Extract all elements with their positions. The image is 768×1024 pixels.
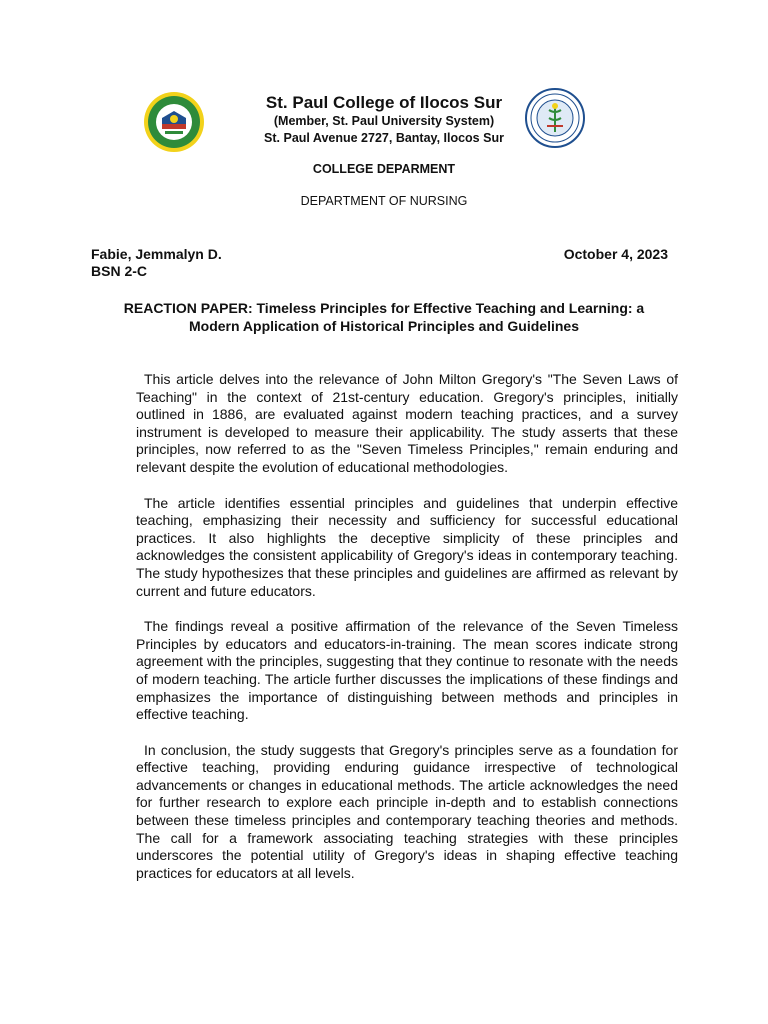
nursing-department: DEPARTMENT OF NURSING xyxy=(300,194,468,208)
paragraph: This article delves into the relevance of John Milton Gregory's "The Seven Laws of Teaching" in the context of 21st-century education. Gregory's principles, initially outlined in 1886, are evaluated against modern teaching practices, and a survey instrument is developed to measure their applicability. The study asserts that these principles, now referred to as the "Seven Timeless Principles," remain enduring and relevant despite the evolution of educational methodologies. xyxy=(136,371,678,475)
paragraph: The findings reveal a positive affirmation of the relevance of the Seven Timeless Principles by educators and educators-in-training. The mean scores indicate strong agreement with the principles, suggesting that they continue to resonate with the needs of modern teaching. The article further discusses the implications of these findings and emphasizes the importance of distinguishing between methods and principles in effective teaching. xyxy=(136,618,678,723)
college-seal-logo xyxy=(143,91,205,153)
student-name: Fabie, Jemmalyn D. xyxy=(91,246,222,262)
paper-body xyxy=(136,371,678,900)
school-address: St. Paul Avenue 2727, Bantay, Ilocos Sur xyxy=(264,131,504,145)
school-membership: (Member, St. Paul University System) xyxy=(273,114,495,128)
paper-title xyxy=(95,299,673,335)
school-header xyxy=(234,92,534,147)
title-line-2: Modern Application of Historical Principles and Guidelines xyxy=(189,318,579,334)
student-info xyxy=(91,246,222,280)
college-department: COLLEGE DEPARMENT xyxy=(312,162,456,176)
student-section: BSN 2-C xyxy=(91,263,148,279)
nursing-seal-logo xyxy=(525,88,585,148)
paragraph: The article identifies essential principles and guidelines that underpin effective teaching, emphasizing their necessity and sufficiency for successful educational practices. It also highlights the deceptive simplicity of these principles and acknowledges the consistent applicability of Gregory's ideas in contemporary teaching. The study hypothesizes that these principles and guidelines are affirmed as relevant by current and future educators. xyxy=(136,494,678,599)
paragraph: In conclusion, the study suggests that Gregory's principles serve as a foundation for effective teaching, providing enduring guidance irrespective of technological advancements or changes in educational methods. The article acknowledges the need for further research to explore each principle in-depth and to establish connections between these timeless principles and contemporary teaching theories and methods. The call for a framework associating teaching strategies with these principles underscores the potential utility of Gregory's ideas in shaping effective teaching practices for educators at all levels. xyxy=(136,741,678,881)
school-name: St. Paul College of Ilocos Sur xyxy=(265,93,503,112)
submission-date: October 4, 2023 xyxy=(563,246,668,262)
title-line-1: REACTION PAPER: Timeless Principles for Effective Teaching and Learning: a xyxy=(123,300,645,316)
